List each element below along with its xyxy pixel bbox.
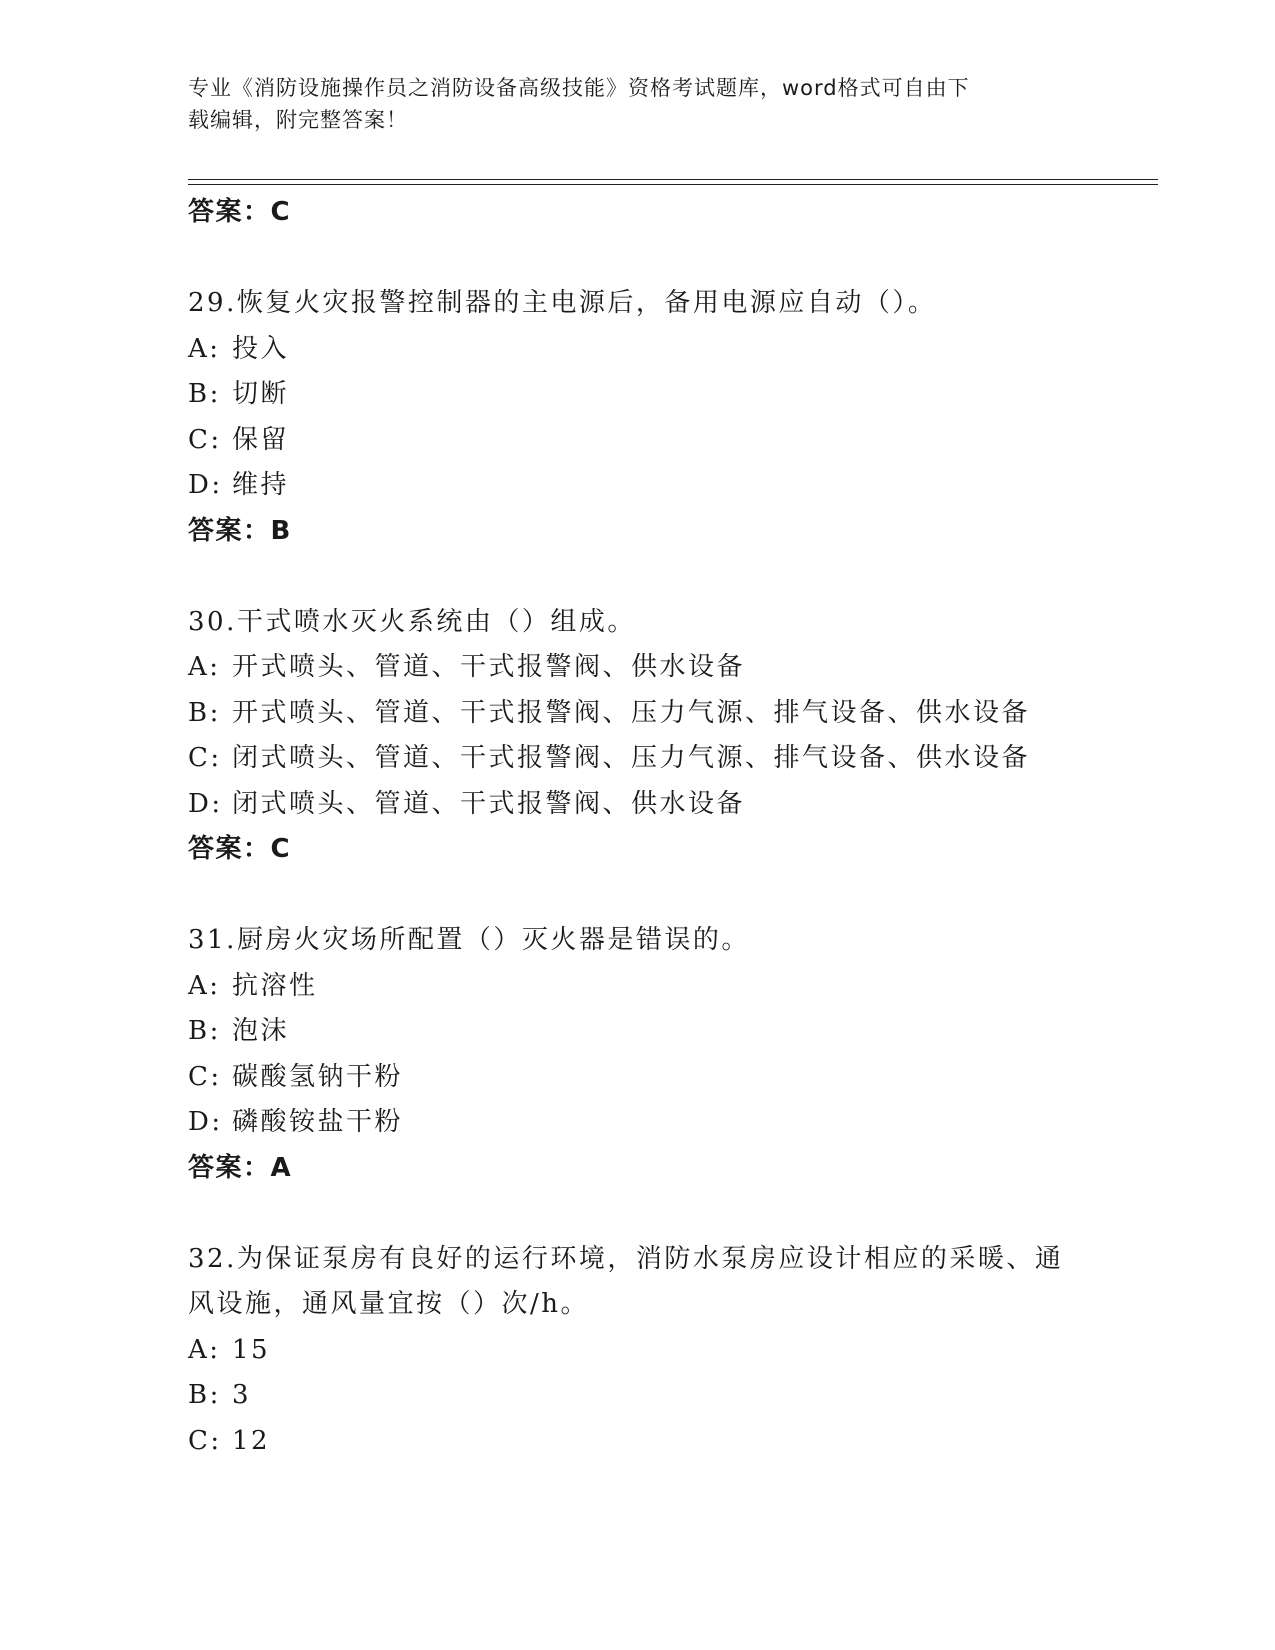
option-key: D: [188,788,223,819]
option-text: 磷酸铵盐干粉 [232,1107,404,1137]
option-key: B: [188,697,221,728]
answer-option [188,1100,1148,1146]
option-key: D: [188,1107,223,1137]
question-stem: 29.恢复火灾报警控制器的主电源后，备用电源应自动（）。 [188,288,937,318]
header-line-1: 专业《消防设施操作员之消防设备高级技能》资格考试题库，word格式可自由下 [188,76,970,100]
option-key: C: [188,424,222,455]
header-line-2: 载编辑，附完整答案！ [188,108,408,132]
answer-option [188,418,1148,464]
answer-option [188,1009,1148,1055]
answer-option [188,1373,1148,1419]
question-spacer [188,1191,1148,1237]
option-text: 泡沫 [232,1016,290,1046]
question-answer: 答案：B [188,515,292,546]
option-text: 抗溶性 [232,970,318,1001]
answer-option [188,1419,1148,1465]
option-text: 维持 [232,470,290,500]
option-text: 开式喷头、管道、干式报警阀、压力气源、排气设备、供水设备 [232,697,1031,728]
answer-option [188,964,1148,1010]
option-key: D: [188,470,223,500]
option-key: A: [188,652,221,682]
option-key: B: [188,1380,221,1410]
header-divider-top [188,179,1158,180]
option-key: C: [188,1061,222,1092]
option-text: 投入 [232,333,290,364]
answer-option [188,463,1148,509]
answer-option [188,691,1148,737]
question-block [188,600,1148,873]
answer-option [188,782,1148,828]
option-text: 15 [232,1334,271,1365]
question-stem: 30.干式喷水灭火系统由（）组成。 [188,606,636,637]
question-block [188,918,1148,1191]
option-text: 12 [232,1425,271,1456]
question-stem: 风设施，通风量宜按（）次/h。 [188,1289,590,1319]
option-key: A: [188,970,221,1001]
question-spacer [188,873,1148,919]
option-key: C: [188,1425,222,1456]
question-answer: 答案：C [188,834,292,864]
answer-option [188,1055,1148,1101]
option-text: 碳酸氢钠干粉 [232,1061,404,1092]
question-block [188,281,1148,554]
answer-option [188,372,1148,418]
answer-option [188,736,1148,782]
option-text: 闭式喷头、管道、干式报警阀、供水设备 [232,788,746,819]
question-answer: 答案：A [188,1152,293,1183]
option-text: 保留 [232,424,290,455]
previous-answer: 答案：C [188,197,292,227]
option-text: 3 [232,1380,252,1410]
question-spacer [188,236,1148,282]
option-key: B: [188,1016,221,1046]
document-header [188,72,1088,136]
question-spacer [188,554,1148,600]
option-text: 切断 [232,379,290,409]
question-stem: 32.为保证泵房有良好的运行环境，消防水泵房应设计相应的采暖、通 [188,1243,1064,1274]
option-key: C: [188,743,222,773]
answer-option [188,645,1148,691]
option-key: A: [188,1334,221,1365]
option-text: 开式喷头、管道、干式报警阀、供水设备 [232,652,746,682]
header-divider-bottom [188,184,1158,185]
answer-option [188,1328,1148,1374]
option-key: B: [188,379,221,409]
option-text: 闭式喷头、管道、干式报警阀、压力气源、排气设备、供水设备 [232,743,1031,773]
question-stem: 31.厨房火灾场所配置（）灭火器是错误的。 [188,925,750,955]
option-key: A: [188,333,221,364]
question-block [188,1237,1148,1465]
answer-option [188,327,1148,373]
question-list [188,190,1148,1464]
